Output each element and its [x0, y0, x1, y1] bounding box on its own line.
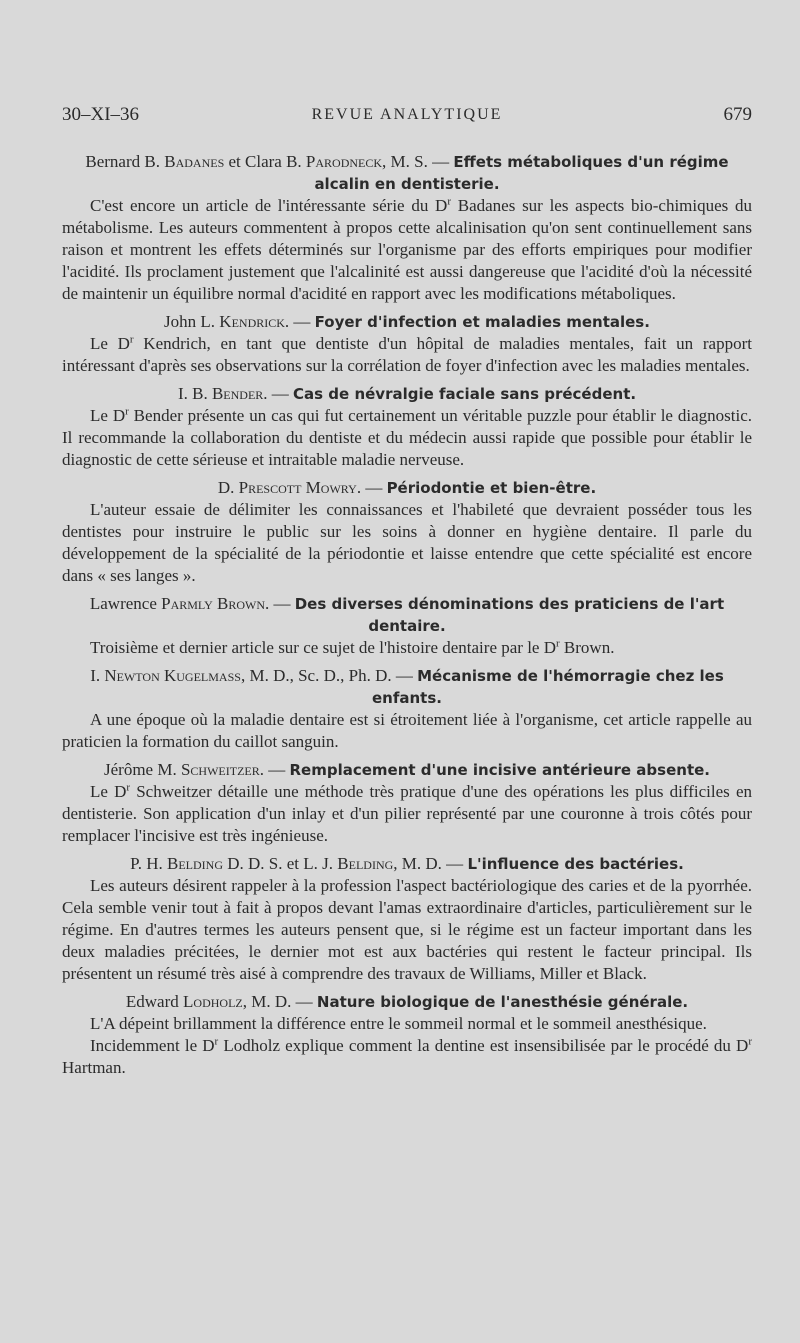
author-surname: Bender [211, 384, 264, 403]
entry-heading [62, 759, 752, 781]
author-text: , M. S. — [382, 152, 454, 171]
entry-heading [62, 151, 752, 195]
review-entry [62, 477, 752, 593]
article-list [62, 151, 752, 1085]
entry-spacer [62, 1079, 752, 1085]
entry-title: Périodontie et bien-être. [386, 479, 597, 497]
entry-authors [90, 594, 295, 613]
entry-heading [62, 593, 752, 637]
entry-summary: Le $D^r$ Bender présente un cas qui fut certainement un véritable puzzle pour établir le diagnostic. Il recommande la collaboration du dentiste et du médecin aussi rapide que possible pour établir le diagnostic de cette sérieuse et intraitable maladie nerveuse. [62, 405, 752, 469]
author-text: et Clara B. [224, 152, 306, 171]
author-text: . — [356, 478, 387, 497]
review-entry [62, 311, 752, 383]
author-text: D. [217, 478, 239, 497]
author-text: D. D. S. et L. J. [223, 854, 338, 873]
entry-authors [126, 992, 317, 1011]
author-text: I. B. [177, 384, 212, 403]
author-text: Bernard B. [85, 152, 165, 171]
author-text: . — [264, 594, 295, 613]
entry-summary: Le $D^r$ Kendrich, en tant que dentiste d'un hôpital de maladies mentales, fait un rapport intéressant d'après ses observations sur la corrélation de foyer d'infection avec les maladies mentales. [62, 333, 752, 375]
author-text: . — [284, 312, 315, 331]
entry-summary: A une époque où la maladie dentaire est si étroitement liée à l'organisme, cet article rappelle au praticien la formation du caillot sanguin. [62, 710, 752, 751]
author-surname: Belding [167, 854, 223, 873]
entry-title: Nature biologique de l'anesthésie générale. [316, 993, 689, 1011]
author-text: , M. D. — [393, 854, 468, 873]
author-surname: Prescott Mowry [238, 478, 357, 497]
entry-title: Cas de névralgie faciale sans précédent. [293, 385, 637, 403]
author-surname: Newton Kugelmass [104, 666, 241, 685]
entry-authors [104, 760, 290, 779]
entry-heading [62, 477, 752, 499]
entry-title: Effets métaboliques d'un régime alcalin en dentisterie. [314, 153, 729, 193]
review-entry [62, 853, 752, 991]
author-text: Jérôme M. [104, 760, 181, 779]
entry-heading [62, 311, 752, 333]
author-surname: Parodneck [305, 152, 383, 171]
author-surname: Parmly Brown [161, 594, 265, 613]
review-entry [62, 665, 752, 759]
entry-summary: Incidemment le $D^r$ Lodholz explique comment la dentine est insensibilisée par le procédé du $D^r$ Hartman. [62, 1035, 752, 1077]
entry-summary: Troisième et dernier article sur ce sujet de l'histoire dentaire par le $D^r$ Brown. [90, 637, 615, 657]
entry-summary: L'auteur essaie de délimiter les connaissances et l'habileté que devraient posséder tous les dentistes pour instruire le public sur les soins à donner en hygiène dentaire. Il parle du développement de la spécialité de la périodontie et laisse entendre que cette spécialité est encore dans « ses langes ». [62, 500, 752, 585]
entry-title: Mécanisme de l'hémorragie chez les enfants. [372, 667, 724, 707]
entry-summary: Le $D^r$ Schweitzer détaille une méthode très pratique d'une des opérations les plus difficiles en dentisterie. Son application d'un inlay et d'un pilier représenté par une couronne à trois côtés pour remplacer l'incisive est très ingénieuse. [62, 781, 752, 845]
entry-heading [62, 383, 752, 405]
entry-summary: C'est encore un article de l'intéressante série du $D^r$ Badanes sur les aspects bio-chimiques du métabolisme. Les auteurs commentent à propos cette alcalinisation qu'on sent continuellement sans raison et montrent les effets déterminés sur l'organisme par des efforts empiriques pour modifier l'acidité. Ils proclament justement que l'alcalinité est aussi dangereuse que l'acidité d'où la nécessité de maintenir un équilibre normal d'acidité en rapport avec les modifications métaboliques. [62, 195, 752, 303]
review-entry [62, 593, 752, 665]
review-entry [62, 151, 752, 311]
author-surname: Lodholz [183, 992, 243, 1011]
entry-title: L'influence des bactéries. [467, 855, 684, 873]
author-text: Lawrence [89, 594, 162, 613]
entry-summary: Les auteurs désirent rappeler à la profession l'aspect bactériologique des caries et de la pyorrhée. Cela semble venir tout à fait à propos devant l'amas extraordinaire d'articles, particulièrement sur le régime. En d'autres termes les auteurs pensent que, si le régime est un facteur important dans les deux maladies précitées, le dernier mot est aux bactéries qui restent le facteur principal. Ils présentent un résumé très aisé à comprendre des travaux de Williams, Miller et Black. [62, 876, 752, 983]
review-entry [62, 383, 752, 477]
author-text: John L. [164, 312, 220, 331]
entry-heading [62, 665, 752, 709]
author-surname: Badanes [164, 152, 225, 171]
entry-authors [90, 666, 417, 685]
entry-authors [164, 312, 315, 331]
author-text: Edward [125, 992, 184, 1011]
entry-title: Des diverses dénominations des praticiens de l'art dentaire. [294, 595, 725, 635]
review-entry [62, 759, 752, 853]
header-journal-title: REVUE ANALYTIQUE [311, 106, 503, 123]
author-surname: Schweitzer [180, 760, 260, 779]
entry-authors [218, 478, 387, 497]
author-surname: Belding [337, 854, 394, 873]
running-header [62, 104, 752, 134]
header-page-number: 679 [723, 104, 752, 125]
entry-heading [62, 853, 752, 875]
entry-summary: L'A dépeint brillamment la différence entre le sommeil normal et le sommeil anesthésique. [90, 1014, 707, 1033]
entry-heading [62, 991, 752, 1013]
author-text: . — [263, 384, 294, 403]
review-entry [62, 991, 752, 1085]
author-text: , M. D. — [242, 992, 317, 1011]
author-text: , M. D., Sc. D., Ph. D. — [240, 666, 418, 685]
author-text: P. H. [130, 854, 167, 873]
header-date: 30–XI–36 [62, 104, 140, 125]
entry-title: Foyer d'infection et maladies mentales. [314, 313, 650, 331]
entry-authors [178, 384, 293, 403]
entry-title: Remplacement d'une incisive antérieure absente. [289, 761, 710, 779]
entry-authors [130, 854, 467, 873]
author-text: I. [90, 666, 105, 685]
entry-authors [85, 152, 453, 171]
author-surname: Kendrick [219, 312, 285, 331]
author-text: . — [259, 760, 290, 779]
